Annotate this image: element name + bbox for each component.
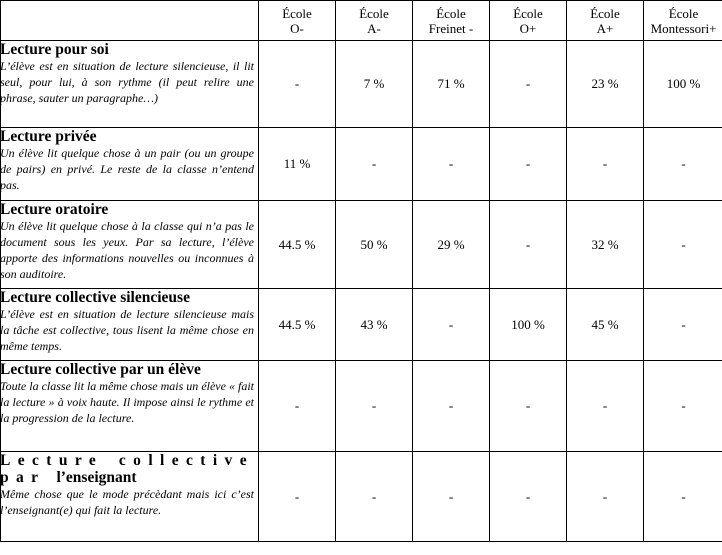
value-cell: - [259, 361, 336, 452]
mode-description: L’élève est en situation de lecture silencieuse mais la tâche est collective, tous lisent la même chose en même temps. [0, 307, 254, 353]
value-cell: 45 % [567, 289, 644, 361]
value-cell: - [644, 361, 722, 452]
mode-cell [1, 41, 259, 128]
mode-title: Lecture collective par l’enseignant [0, 452, 254, 486]
column-header: École A+ [567, 1, 644, 41]
table-row [1, 452, 722, 542]
header-row [1, 1, 722, 41]
value-cell: - [413, 128, 490, 201]
mode-description: Un élève lit quelque chose à un pair (ou un groupe de pairs) en privé. Le reste de la classe n’entend pas. [0, 146, 254, 192]
value-cell: - [259, 452, 336, 542]
table-row [1, 41, 722, 128]
mode-cell [1, 361, 259, 452]
value-cell: 43 % [336, 289, 413, 361]
value-cell: 44.5 % [259, 201, 336, 289]
value-cell: - [490, 128, 567, 201]
mode-title: Lecture privée [0, 128, 97, 145]
mode-cell [1, 201, 259, 289]
value-cell: - [490, 452, 567, 542]
value-cell: - [567, 128, 644, 201]
value-cell: 100 % [490, 289, 567, 361]
value-cell: 11 % [259, 128, 336, 201]
mode-title: Lecture collective silencieuse [0, 289, 190, 306]
mode-description: Un élève lit quelque chose à la classe qui n’a pas le document sous les yeux. Par sa lecture, l’élève apporte des informations nouvelles ou inconnues à son auditoire. [0, 219, 254, 281]
value-cell: - [644, 201, 722, 289]
table-row [1, 361, 722, 452]
value-cell: - [336, 452, 413, 542]
value-cell: - [413, 289, 490, 361]
mode-description: L’élève est en situation de lecture silencieuse, il lit seul, pour lui, à son rythme (il peut relire une phrase, sauter un paragraphe…) [0, 59, 254, 105]
column-header: École O- [259, 1, 336, 41]
mode-cell [1, 452, 259, 542]
mode-title: Lecture oratoire [0, 201, 109, 218]
mode-description: Toute la classe lit la même chose mais un élève « fait la lecture » à voix haute. Il impose ainsi le rythme et la progression de la lecture. [0, 379, 254, 425]
value-cell: 29 % [413, 201, 490, 289]
value-cell: - [413, 452, 490, 542]
value-cell: - [644, 289, 722, 361]
value-cell: - [644, 128, 722, 201]
column-header: École A- [336, 1, 413, 41]
value-cell: - [413, 361, 490, 452]
mode-description: Même chose que le mode précèdant mais ici c’est l’enseignant(e) qui fait la lecture. [0, 487, 254, 517]
table-row [1, 128, 722, 201]
column-header: École Montessori+ [644, 1, 722, 41]
header-empty-cell [1, 1, 259, 41]
value-cell: 44.5 % [259, 289, 336, 361]
value-cell: 71 % [413, 41, 490, 128]
value-cell: 100 % [644, 41, 722, 128]
value-cell: - [259, 41, 336, 128]
value-cell: 23 % [567, 41, 644, 128]
column-header: École O+ [490, 1, 567, 41]
table-row [1, 201, 722, 289]
mode-cell [1, 289, 259, 361]
value-cell: 50 % [336, 201, 413, 289]
value-cell: 32 % [567, 201, 644, 289]
mode-title: Lecture pour soi [0, 41, 109, 58]
value-cell: - [644, 452, 722, 542]
value-cell: - [490, 41, 567, 128]
value-cell: - [567, 361, 644, 452]
column-header: École Freinet - [413, 1, 490, 41]
mode-title: Lecture collective par un élève [0, 361, 201, 378]
value-cell: - [336, 361, 413, 452]
value-cell: - [490, 201, 567, 289]
value-cell: - [490, 361, 567, 452]
value-cell: 7 % [336, 41, 413, 128]
value-cell: - [567, 452, 644, 542]
table-row [1, 289, 722, 361]
value-cell: - [336, 128, 413, 201]
mode-cell [1, 128, 259, 201]
